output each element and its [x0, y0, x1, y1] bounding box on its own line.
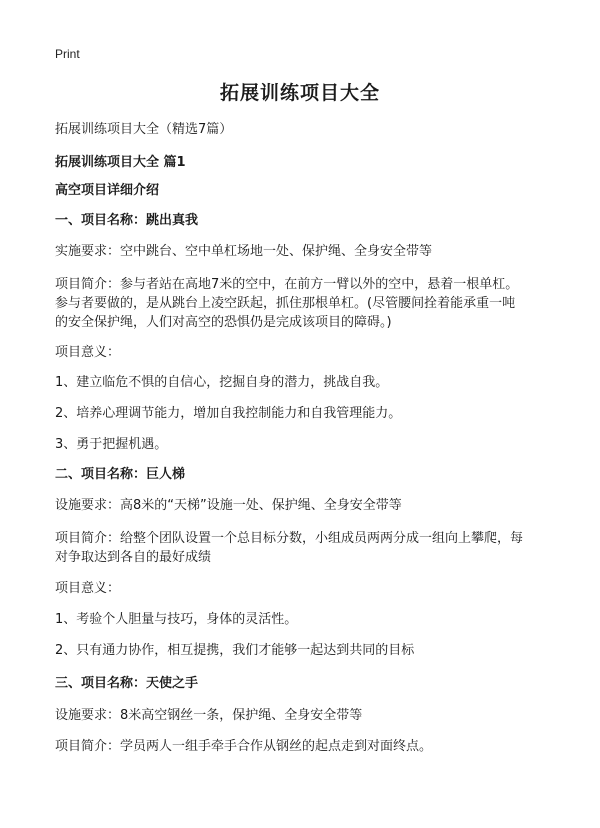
project-1-requirement: 实施要求：空中跳台、空中单杠场地一处、保护绳、全身安全带等	[55, 244, 433, 259]
project-2-meaning-label: 项目意义：	[55, 581, 121, 596]
document-title: 拓展训练项目大全	[219, 82, 380, 104]
project-3-requirement: 设施要求：8米高空钢丝一条，保护绳、全身安全带等	[55, 708, 363, 723]
project-2-name: 二、项目名称：巨人梯	[55, 467, 186, 482]
project-2-meaning-item: 1、考验个人胆量与技巧，身体的灵活性。	[55, 612, 298, 627]
project-1-intro-line-1: 项目简介：参与者站在高地7米的空中，在前方一臂以外的空中，悬着一根单杠。	[55, 277, 519, 292]
project-3-intro-line-1: 项目简介：学员两人一组手牵手合作从钢丝的起点走到对面终点。	[55, 739, 433, 754]
project-1-meaning-label: 项目意义：	[55, 345, 121, 360]
project-1-intro-line-3: 的安全保护绳，人们对高空的恐惧仍是完成该项目的障碍。)	[55, 315, 392, 330]
project-1-meaning-item: 1、建立临危不惧的自信心，挖掘自身的潜力，挑战自我。	[55, 375, 389, 390]
project-1-meaning-item: 2、培养心理调节能力，增加自我控制能力和自我管理能力。	[55, 406, 402, 421]
part-heading: 拓展训练项目大全 篇1	[55, 155, 186, 170]
section-heading: 高空项目详细介绍	[55, 183, 160, 198]
project-1-intro-line-2: 参与者要做的，是从跳台上凌空跃起，抓住那根单杠。(尽管腰间拴着能承重一吨	[55, 296, 516, 311]
project-2-requirement: 设施要求：高8米的“天梯”设施一处、保护绳、全身安全带等	[55, 498, 402, 513]
project-2-meaning-item: 2、只有通力协作，相互提携，我们才能够一起达到共同的目标	[55, 643, 415, 658]
project-2-intro-line-2: 对争取达到各自的最好成绩	[55, 550, 212, 565]
document-subtitle: 拓展训练项目大全（精选7篇）	[55, 122, 233, 137]
print-label: Print	[55, 47, 80, 61]
project-1-meaning-item: 3、勇于把握机遇。	[55, 437, 168, 452]
project-2-intro-line-1: 项目简介：给整个团队设置一个总目标分数，小组成员两两分成一组向上攀爬，每	[55, 531, 524, 546]
project-1-name: 一、项目名称：跳出真我	[55, 213, 199, 228]
project-3-name: 三、项目名称：天使之手	[55, 676, 199, 691]
